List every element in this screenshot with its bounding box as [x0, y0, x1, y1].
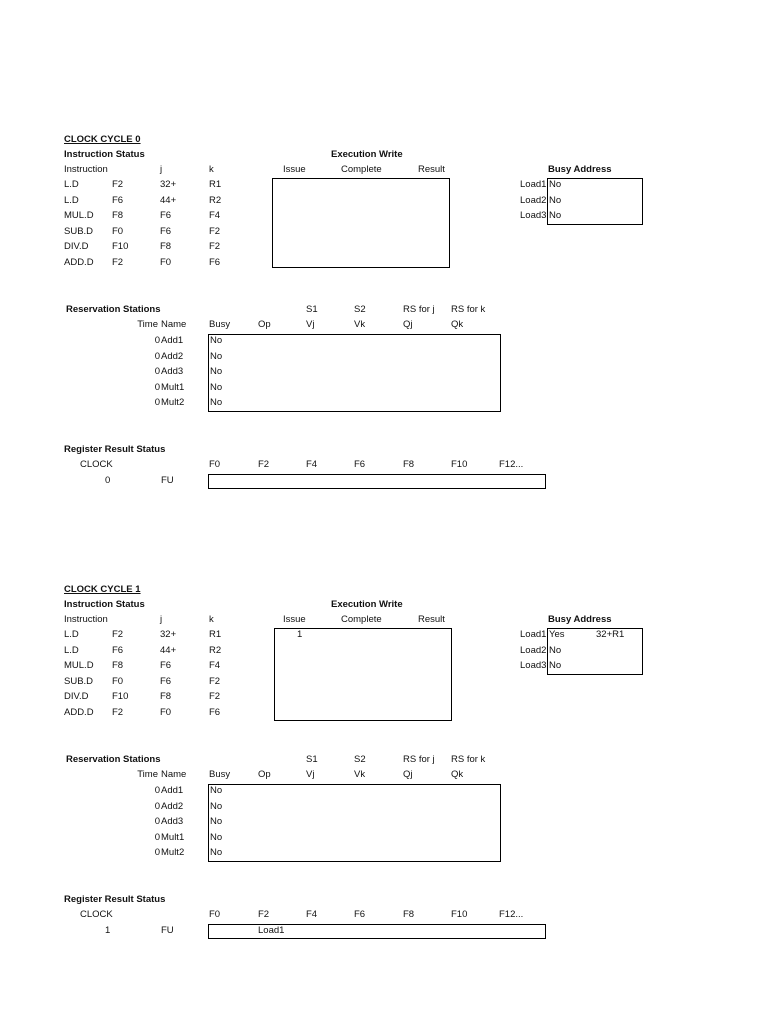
instruction-j: 44+	[160, 194, 177, 206]
instruction-k: F4	[209, 210, 221, 222]
rs-header-qk: Qk	[451, 769, 464, 780]
station-name: Add1	[161, 785, 184, 796]
station-busy: No	[210, 366, 223, 378]
instruction-dest: F2	[112, 257, 124, 268]
station-time: 0	[154, 350, 160, 362]
instruction-k: R1	[209, 629, 222, 640]
header-issue: Issue	[283, 614, 306, 625]
register-name: F6	[354, 459, 366, 470]
station-name: Add2	[161, 800, 184, 812]
load-busy: No	[549, 644, 562, 656]
rs-header-op: Op	[258, 319, 271, 330]
instruction-k: F6	[209, 707, 221, 718]
load-address: 32+R1	[596, 629, 625, 640]
instruction-status-box	[274, 628, 452, 721]
header-busy-address: Busy Address	[548, 164, 612, 175]
instruction-j: 32+	[160, 629, 177, 640]
rs-header-rsj: RS for j	[403, 754, 435, 765]
instruction-dest: F8	[112, 210, 124, 222]
station-name: Add3	[161, 366, 184, 378]
rs-header-rsk: RS for k	[451, 754, 486, 765]
instruction-k: F2	[209, 225, 221, 237]
header-busy-address: Busy Address	[548, 614, 612, 625]
execution-write-label: Execution Write	[331, 599, 403, 610]
instruction-dest: F10	[112, 691, 129, 703]
station-time: 0	[154, 335, 160, 346]
rs-header-s1: S1	[306, 304, 318, 315]
station-time: 0	[154, 816, 160, 828]
register-name: F10	[451, 909, 468, 920]
station-time: 0	[154, 800, 160, 812]
clock-value: 0	[105, 475, 111, 486]
instruction-op: DIV.D	[64, 691, 89, 703]
instruction-op: SUB.D	[64, 225, 94, 237]
rs-header-vj: Vj	[306, 319, 315, 330]
reservation-stations-label: Reservation Stations	[66, 754, 161, 765]
header-instruction: Instruction	[64, 614, 108, 625]
header-result: Result	[418, 164, 445, 175]
fu-label: FU	[161, 475, 174, 486]
rs-header-vj: Vj	[306, 769, 315, 780]
instruction-k: R2	[209, 644, 222, 656]
load-busy: No	[549, 660, 562, 672]
station-busy: No	[210, 335, 223, 346]
cycle-title: CLOCK CYCLE 1	[64, 584, 141, 595]
reservation-stations-box	[208, 784, 501, 862]
station-busy: No	[210, 847, 223, 859]
instruction-status-label: Instruction Status	[64, 149, 145, 160]
instruction-op: ADD.D	[64, 707, 94, 718]
register-name: F6	[354, 909, 366, 920]
instruction-k: R1	[209, 179, 222, 190]
rs-header-s1: S1	[306, 754, 318, 765]
register-name: F8	[403, 909, 415, 920]
instruction-j: F0	[160, 257, 172, 268]
station-time: 0	[154, 847, 160, 859]
instruction-j: F6	[160, 225, 172, 237]
instruction-op: L.D	[64, 629, 79, 640]
header-j: j	[160, 614, 163, 625]
station-time: 0	[154, 831, 160, 843]
rs-header-vk: Vk	[354, 319, 366, 330]
station-name: Add2	[161, 350, 184, 362]
station-name: Mult1	[161, 381, 185, 393]
station-busy: No	[210, 800, 223, 812]
register-name: F0	[209, 459, 221, 470]
instruction-dest: F2	[112, 707, 124, 718]
instruction-j: F6	[160, 210, 172, 222]
instruction-op: L.D	[64, 179, 79, 190]
instruction-op: L.D	[64, 644, 79, 656]
register-result-status-label: Register Result Status	[64, 444, 166, 455]
station-time: 0	[154, 785, 160, 796]
header-complete: Complete	[341, 614, 382, 625]
instruction-op: MUL.D	[64, 210, 94, 222]
header-k: k	[209, 614, 214, 625]
instruction-op: DIV.D	[64, 241, 89, 253]
instruction-op: L.D	[64, 194, 79, 206]
clock-label: CLOCK	[80, 459, 113, 470]
station-name: Mult2	[161, 397, 185, 409]
rs-header-qk: Qk	[451, 319, 464, 330]
rs-header-qj: Qj	[403, 319, 413, 330]
rs-header-busy: Busy	[209, 769, 231, 780]
register-fu-value: Load1	[258, 925, 285, 936]
rs-header-s2: S2	[354, 754, 366, 765]
rs-header-time: Time	[137, 319, 158, 330]
header-k: k	[209, 164, 214, 175]
instruction-dest: F8	[112, 660, 124, 672]
register-name: F2	[258, 909, 270, 920]
instruction-j: 32+	[160, 179, 177, 190]
instruction-k: F2	[209, 675, 221, 687]
rs-header-rsj: RS for j	[403, 304, 435, 315]
instruction-op: MUL.D	[64, 660, 94, 672]
instruction-j: F6	[160, 675, 172, 687]
instruction-op: ADD.D	[64, 257, 94, 268]
rs-header-op: Op	[258, 769, 271, 780]
header-j: j	[160, 164, 163, 175]
station-busy: No	[210, 785, 223, 796]
station-busy: No	[210, 816, 223, 828]
station-busy: No	[210, 397, 223, 409]
instruction-j: F8	[160, 241, 172, 253]
station-time: 0	[154, 397, 160, 409]
station-time: 0	[154, 366, 160, 378]
execution-write-label: Execution Write	[331, 149, 403, 160]
load-name: Load1	[520, 179, 547, 190]
rs-header-rsk: RS for k	[451, 304, 486, 315]
register-fu-box	[208, 474, 546, 489]
instruction-status-label: Instruction Status	[64, 599, 145, 610]
cycle-title: CLOCK CYCLE 0	[64, 134, 141, 145]
header-issue: Issue	[283, 164, 306, 175]
load-name: Load1	[520, 629, 547, 640]
register-name: F4	[306, 909, 318, 920]
instruction-dest: F6	[112, 194, 124, 206]
register-name: F12...	[499, 459, 524, 470]
rs-header-time: Time	[137, 769, 158, 780]
instruction-dest: F10	[112, 241, 129, 253]
station-name: Mult1	[161, 831, 185, 843]
station-busy: No	[210, 831, 223, 843]
register-name: F8	[403, 459, 415, 470]
station-name: Add3	[161, 816, 184, 828]
rs-header-s2: S2	[354, 304, 366, 315]
register-name: F10	[451, 459, 468, 470]
reservation-stations-label: Reservation Stations	[66, 304, 161, 315]
load-busy: No	[549, 210, 562, 222]
load-busy: Yes	[549, 629, 565, 640]
station-time: 0	[154, 381, 160, 393]
clock-value: 1	[105, 925, 111, 936]
instruction-k: R2	[209, 194, 222, 206]
register-name: F2	[258, 459, 270, 470]
header-instruction: Instruction	[64, 164, 108, 175]
load-name: Load3	[520, 660, 547, 672]
register-name: F4	[306, 459, 318, 470]
instruction-dest: F2	[112, 629, 124, 640]
station-busy: No	[210, 381, 223, 393]
load-name: Load2	[520, 194, 547, 206]
load-name: Load3	[520, 210, 547, 222]
instruction-op: SUB.D	[64, 675, 94, 687]
instruction-k: F2	[209, 691, 221, 703]
instruction-k: F2	[209, 241, 221, 253]
instruction-j: 44+	[160, 644, 177, 656]
instruction-k: F6	[209, 257, 221, 268]
instruction-dest: F0	[112, 675, 124, 687]
header-result: Result	[418, 614, 445, 625]
header-complete: Complete	[341, 164, 382, 175]
rs-header-vk: Vk	[354, 769, 366, 780]
rs-header-name: Name	[161, 319, 187, 330]
load-name: Load2	[520, 644, 547, 656]
instruction-j: F0	[160, 707, 172, 718]
instruction-dest: F0	[112, 225, 124, 237]
station-name: Add1	[161, 335, 184, 346]
load-busy: No	[549, 194, 562, 206]
load-busy: No	[549, 179, 562, 190]
register-result-status-label: Register Result Status	[64, 894, 166, 905]
instruction-k: F4	[209, 660, 221, 672]
instruction-issue: 1	[297, 629, 303, 640]
instruction-j: F6	[160, 660, 172, 672]
fu-label: FU	[161, 925, 174, 936]
instruction-dest: F2	[112, 179, 124, 190]
clock-label: CLOCK	[80, 909, 113, 920]
instruction-dest: F6	[112, 644, 124, 656]
rs-header-qj: Qj	[403, 769, 413, 780]
instruction-j: F8	[160, 691, 172, 703]
station-busy: No	[210, 350, 223, 362]
register-name: F12...	[499, 909, 524, 920]
station-name: Mult2	[161, 847, 185, 859]
register-name: F0	[209, 909, 221, 920]
rs-header-name: Name	[161, 769, 187, 780]
rs-header-busy: Busy	[209, 319, 231, 330]
